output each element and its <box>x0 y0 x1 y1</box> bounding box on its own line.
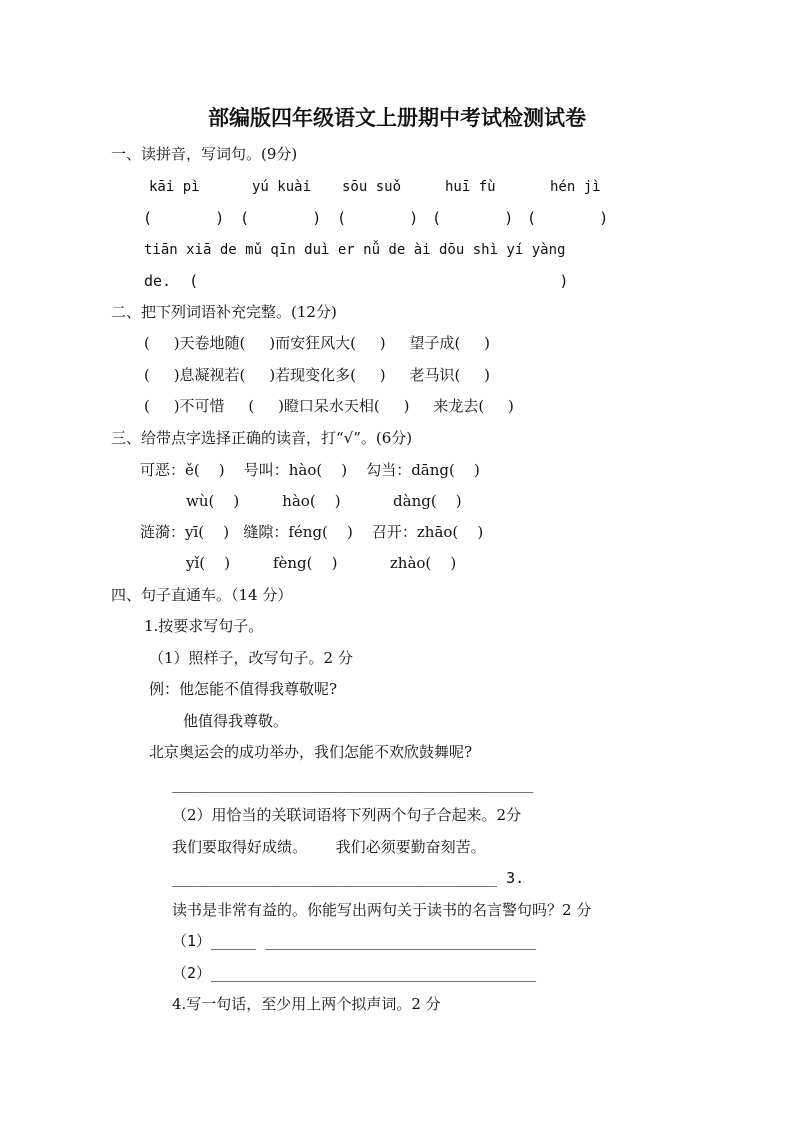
question-1-2: （2）用恰当的关联词语将下列两个句子合起来。2分 <box>172 806 522 824</box>
pinyin-word-4: huī fù <box>445 179 496 195</box>
question-3: 读书是非常有益的。你能写出两句关于读书的名言警句吗？2 分 <box>172 901 592 919</box>
example-answer: 他值得我尊敬。 <box>183 712 289 730</box>
idiom-row-1: ( )天卷地随( )而安狂风大( ) 望子成( ) <box>144 334 491 352</box>
reading-row-4: yǐ( ) fèng( ) zhào( ) <box>186 554 457 572</box>
pinyin-word-1: kāi pì <box>149 179 200 195</box>
answer-blank-1[interactable]: ( ) <box>143 209 225 227</box>
question-1: 1.按要求写句子。 <box>144 617 264 635</box>
reading-row-3: 涟漪：yī( ) 缝隙：féng( ) 召开：zhāo( ) <box>140 523 484 541</box>
quote-answer-line-1[interactable]: （1）_____ ______________________________ <box>172 932 537 950</box>
pinyin-word-3: sōu suǒ <box>342 179 402 195</box>
idiom-row-2: ( )息凝视若( )若现变化多( ) 老马识( ) <box>144 366 491 384</box>
answer-blank-3[interactable]: ( ) <box>337 209 419 227</box>
combine-sentences: 我们要取得好成绩。 我们必须要勤奋刻苦。 <box>172 838 486 856</box>
sentence-answer-blank[interactable]: de. ( ) <box>144 272 569 290</box>
example-sentence: 例：他怎能不值得我尊敬呢? <box>149 680 338 698</box>
page-title: 部编版四年级语文上册期中考试检测试卷 <box>208 105 586 130</box>
answer-line-2[interactable]: ____________________________________ 3. <box>172 869 525 887</box>
section1-heading: 一、读拼音，写词句。(9分) <box>111 145 298 163</box>
pinyin-word-5: hén jì <box>550 179 601 195</box>
section4-heading: 四、句子直通车。（14 分） <box>111 586 293 604</box>
quote-answer-line-2[interactable]: （2）____________________________________ <box>172 964 537 982</box>
sentence-pinyin: tiān xiā de mǔ qīn duì er nǚ de ài dōu shì yí yàng <box>144 242 566 258</box>
idiom-row-3: ( )不可惜 ( )瞪口呆水天相( ) 来龙去( ) <box>144 397 514 415</box>
answer-line-1[interactable]: ________________________________________ <box>172 775 534 793</box>
section2-heading: 二、把下列词语补充完整。(12分) <box>111 303 337 321</box>
reading-row-1: 可恶：ě( ) 号叫：hào( ) 勾当：dāng( ) <box>140 461 480 479</box>
pinyin-word-2: yú kuài <box>252 179 312 195</box>
reading-row-2: wù( ) hào( ) dàng( ) <box>186 492 462 510</box>
answer-blank-2[interactable]: ( ) <box>240 209 322 227</box>
question-1-1: （1）照样子，改写句子。2 分 <box>149 649 353 667</box>
rewrite-sentence: 北京奥运会的成功举办，我们怎能不欢欣鼓舞呢? <box>149 743 473 761</box>
question-4: 4.写一句话，至少用上两个拟声词。2 分 <box>172 995 441 1013</box>
section3-heading: 三、给带点字选择正确的读音，打“√”。(6分) <box>111 429 413 447</box>
answer-blank-5[interactable]: ( ) <box>527 209 609 227</box>
answer-blank-4[interactable]: ( ) <box>432 209 514 227</box>
